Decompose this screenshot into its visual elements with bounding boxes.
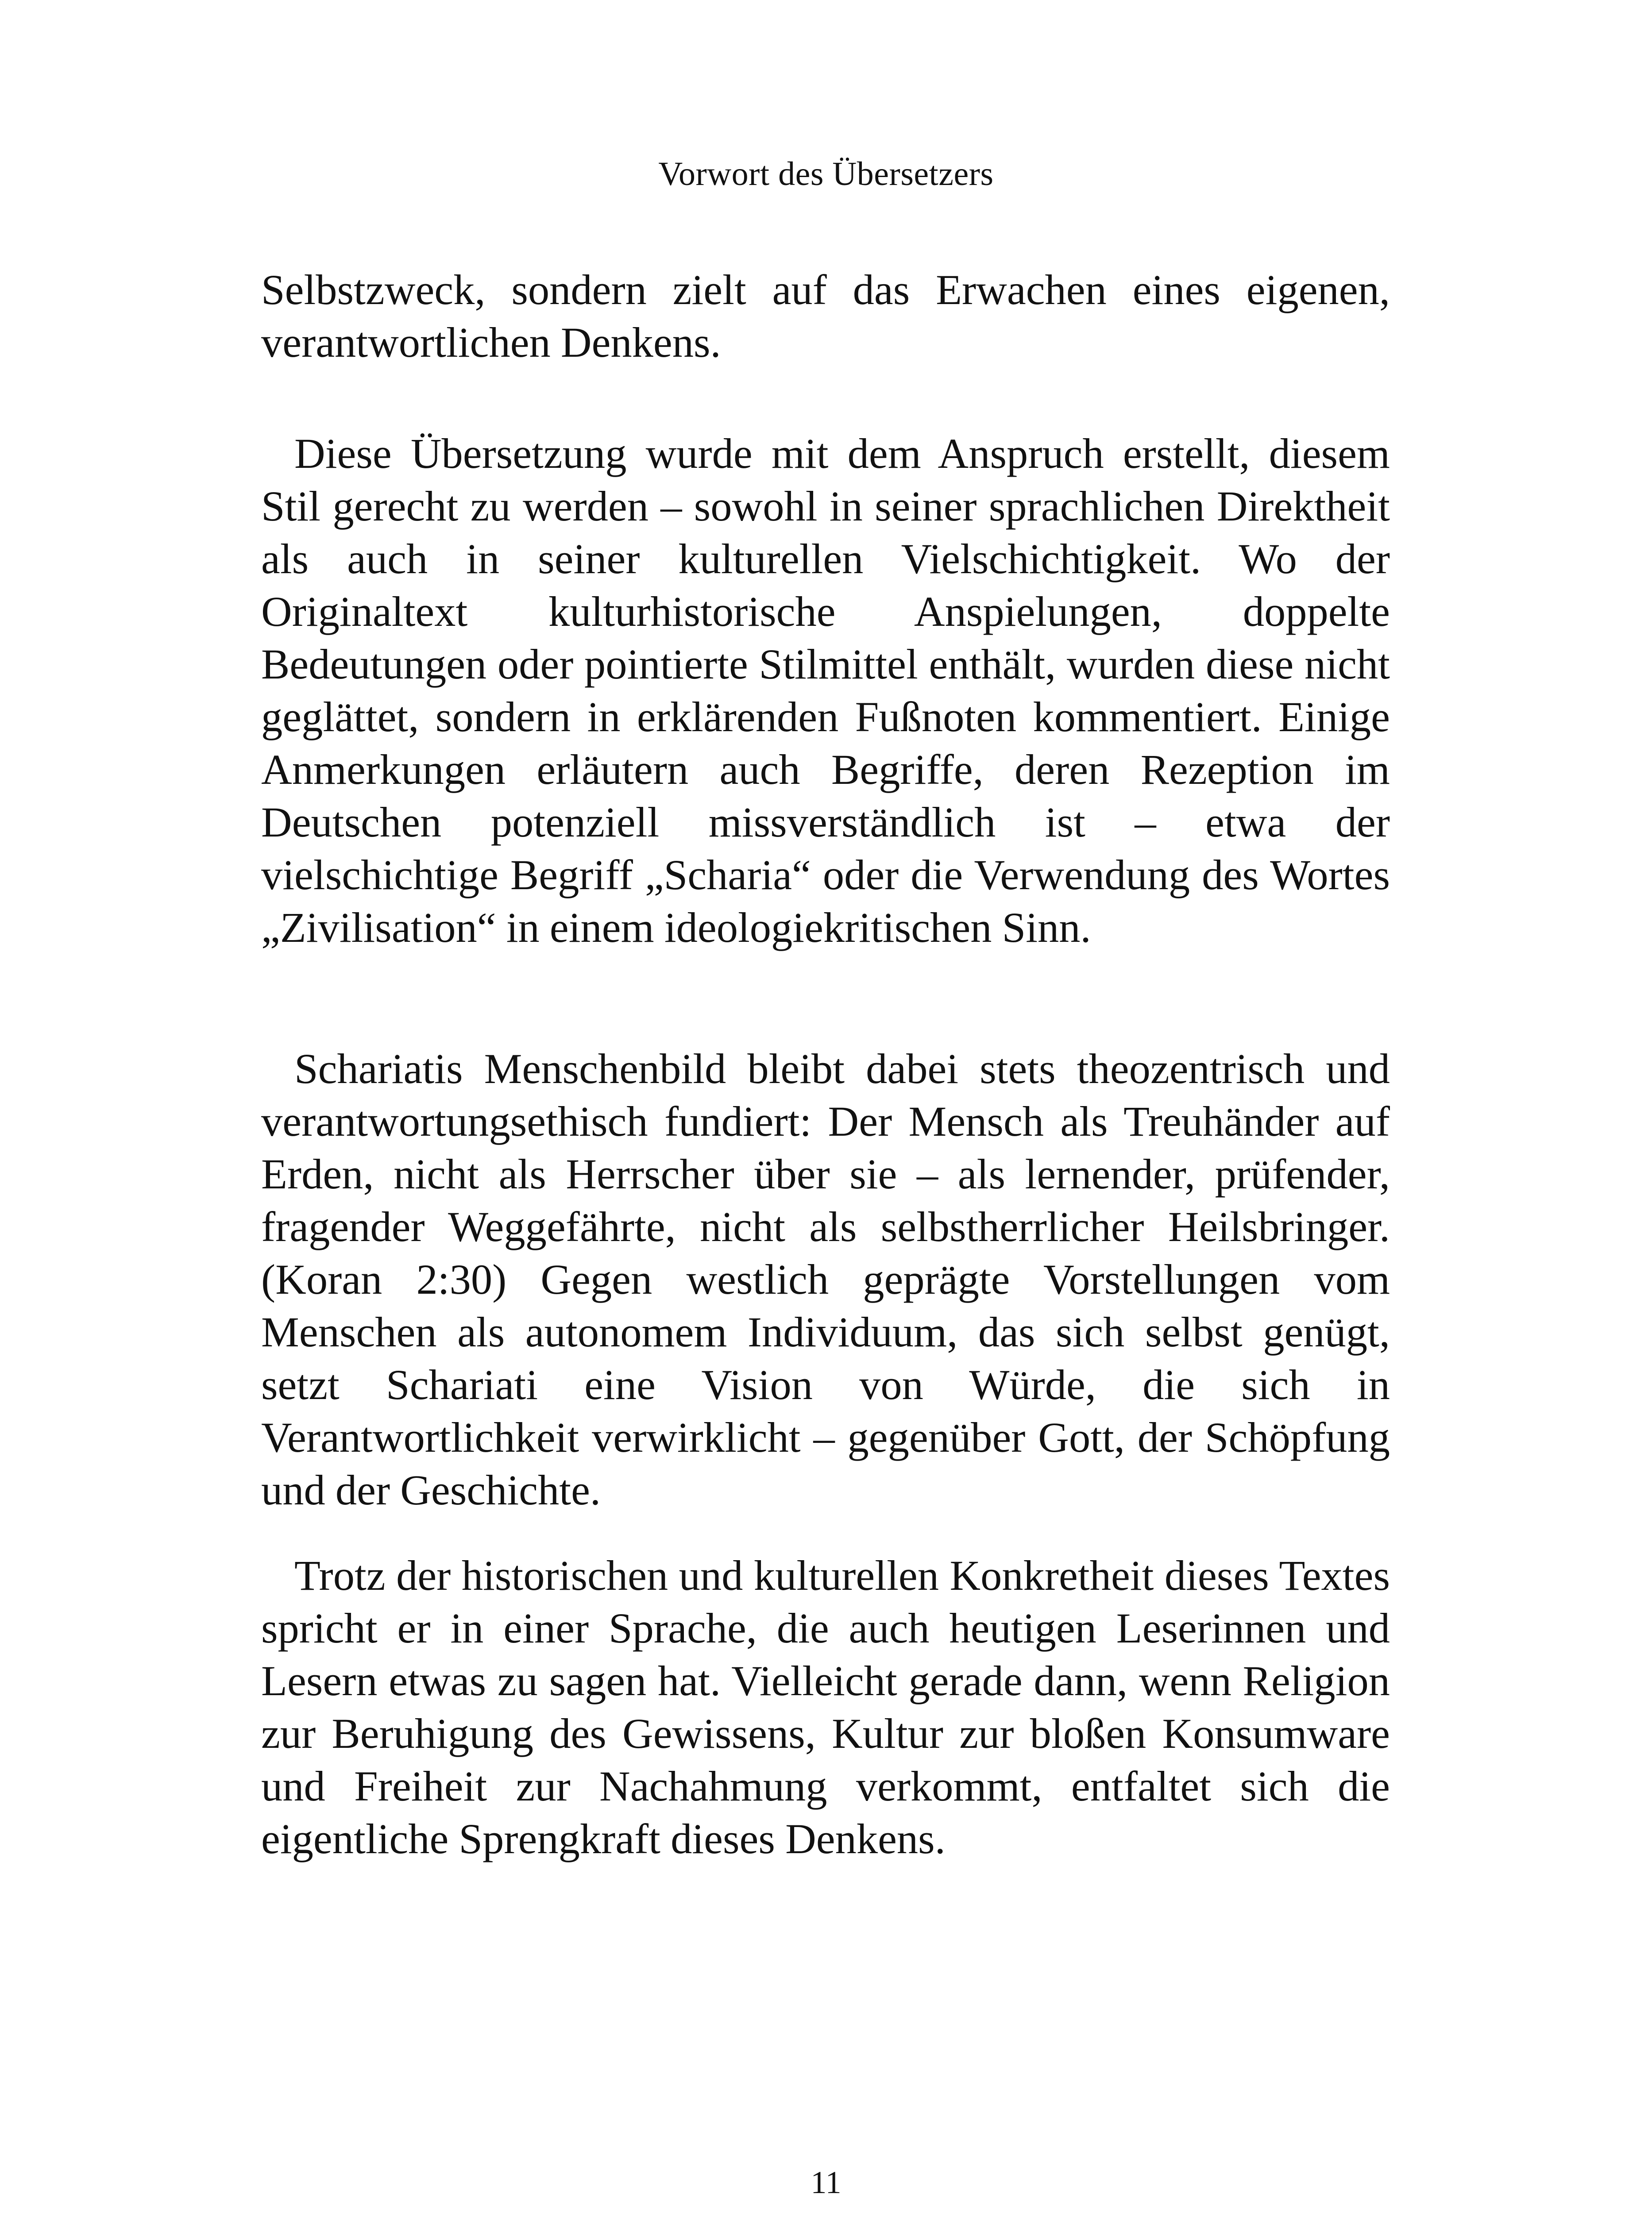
paragraph-text: Schariatis Menschenbild bleibt dabei stets theozentrisch und verantwortungsethisch fundiert: Der Mensch als Treuhänder auf Erden, nicht als Herrscher über sie – als lernender, prüfender, fragender Weggefährte, nicht als selbstherrlicher Heilsbringer. (Koran 2:30) Gegen westlich geprägte Vorstellungen vom Menschen als autonomem Individuum, das sich selbst genügt, setzt Schariati eine Vision von Würde, die sich in Verantwortlichkeit verwirklicht – gegenüber Gott, der Schöpfung und der Geschichte. (261, 1045, 1390, 1514)
paragraph-relevance (261, 1549, 1390, 1865)
paragraph-continuation (261, 263, 1390, 369)
page-number: 11 (811, 2165, 841, 2200)
paragraph-text: Diese Übersetzung wurde mit dem Anspruch erstellt, diesem Stil gerecht zu werden – sowohl in seiner sprachlichen Direktheit als auch in seiner kulturellen Vielschichtigkeit. Wo der Originaltext kulturhistorische Anspielungen, doppelte Bedeutungen oder pointierte Stilmittel enthält, wurden diese nicht geglättet, sondern in erklärenden Fußnoten kommentiert. Einige Anmerkungen erläutern auch Begriffe, deren Rezeption im Deutschen potenziell missverständlich ist – etwa der vielschichtige Begriff „Scharia“ oder die Verwendung des Wortes „Zivilisation“ in einem ideologiekritischen Sinn. (261, 430, 1390, 951)
paragraph-text: Trotz der historischen und kulturellen Konkretheit dieses Textes spricht er in einer Sprache, die auch heutigen Leserinnen und Lesern etwas zu sagen hat. Vielleicht gerade dann, wenn Religion zur Beruhigung des Gewissens, Kultur zur bloßen Konsumware und Freiheit zur Nachahmung verkommt, entfaltet sich die eigentliche Sprengkraft dieses Denkens. (261, 1552, 1390, 1862)
paragraph-image-of-man (261, 1042, 1390, 1516)
paragraph-text: Selbstzweck, sondern zielt auf das Erwachen eines eigenen, verantwortlichen Denkens. (261, 266, 1390, 366)
paragraph-translation-approach (261, 427, 1390, 954)
running-header: Vorwort des Übersetzers (658, 155, 994, 193)
